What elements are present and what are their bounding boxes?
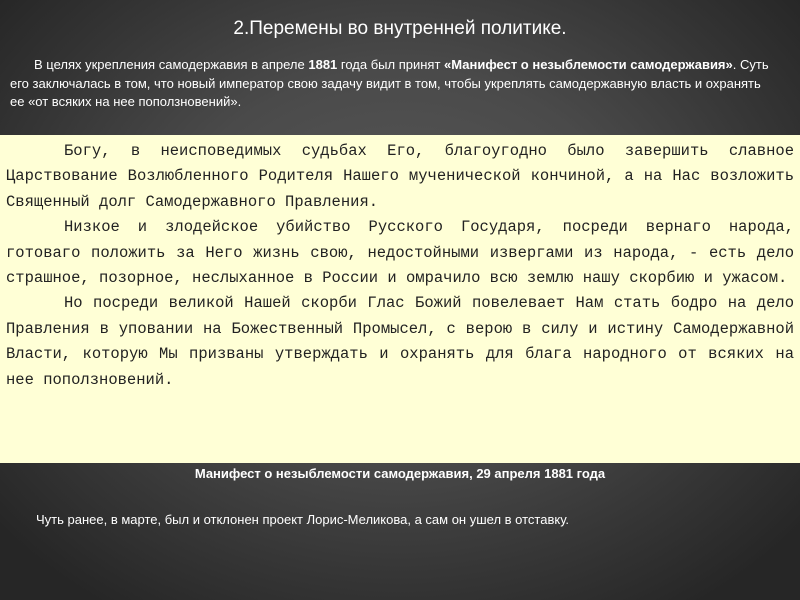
intro-paragraph (10, 56, 770, 112)
quote-paragraph-3: Но посреди великой Нашей скорби Глас Божий повелевает Нам стать бодро на дело Правления в уповании на Божественный Промысел, с верою в силу и истину Самодержавной Власти, которую Мы призваны утверждать и охранять для блага народного от всяких на нее поползновений. (6, 294, 794, 389)
manifesto-quote (0, 135, 800, 463)
quote-caption: Манифест о незыблемости самодержавия, 29 апреля 1881 года (194, 466, 606, 481)
quote-paragraph-1: Богу, в неисповедимых судьбах Его, благоугодно было завершить славное Царствование Возлюбленного Родителя Нашего мученической кончиной, а на Нас возложить Священный долг Самодержавного Правления. (6, 142, 794, 211)
intro-text-3: . Суть его заключалась в том, что новый император свою задачу видит в том, чтобы укреплять самодержавную власть и охранять ее «от всяких на нее поползновений». (10, 57, 769, 109)
intro-year: 1881 (308, 57, 338, 72)
slide-title: 2.Перемены во внутренней политике. (233, 18, 567, 39)
quote-paragraph-2: Низкое и злодейское убийство Русского Государя, посреди вернаго народа, готоваго положить за Него жизнь свою, недостойными извергами из народа, - есть дело страшное, позорное, неслыханное в России и омрачило всю землю нашу скорбию и ужасом. (6, 218, 794, 288)
intro-text-1: В целях укрепления самодержавия в апреле (34, 57, 309, 72)
footer-note: Чуть ранее, в марте, был и отклонен проект Лорис-Меликова, а сам он ушел в отставку. (36, 512, 570, 527)
intro-text-2: года был принят (337, 57, 445, 72)
intro-manifesto-name: «Манифест о незыблемости самодержавия» (444, 57, 733, 72)
